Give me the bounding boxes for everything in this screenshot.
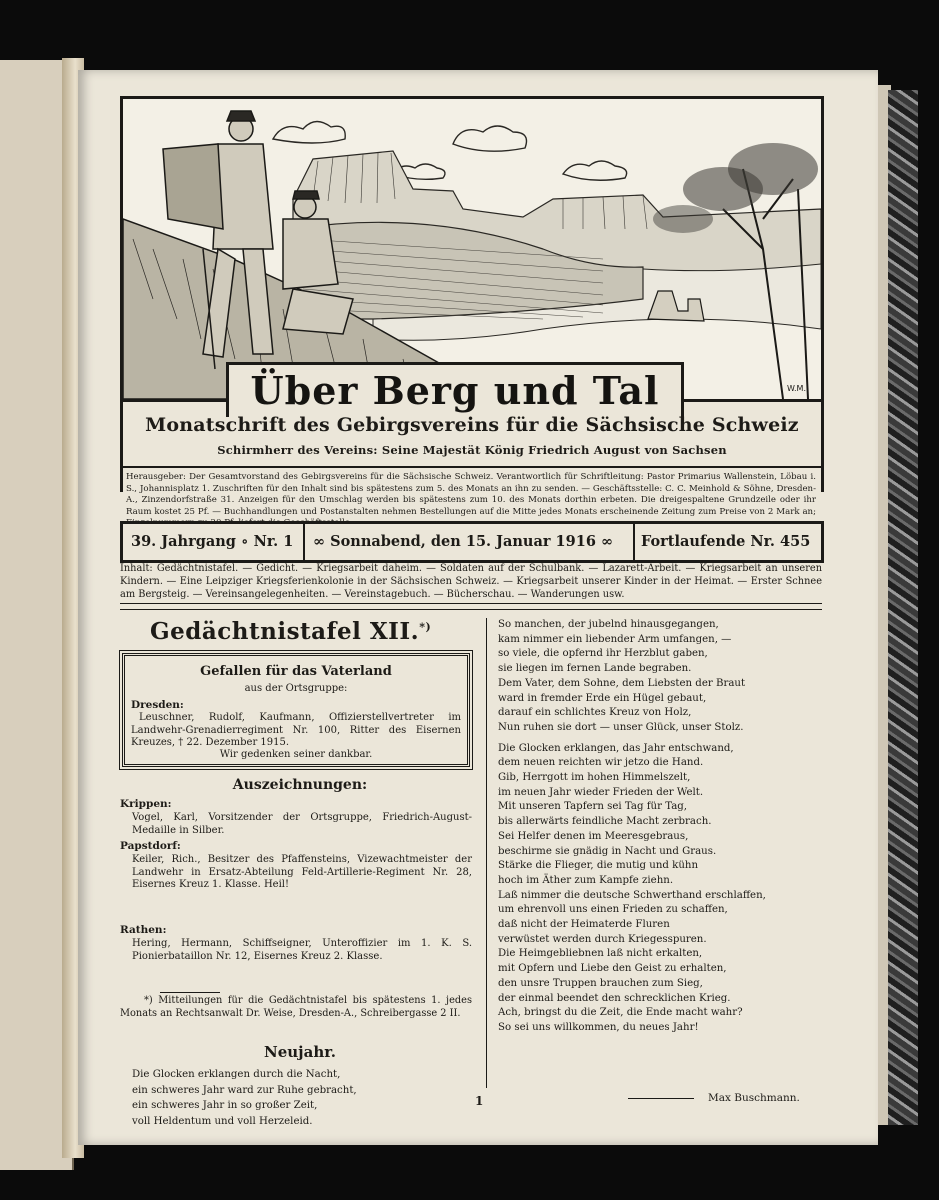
patron-line: Schirmherr des Vereins: Seine Majestät König Friedrich August von Sachsen	[217, 443, 727, 457]
poem-line: im neuen Jahr wieder Frieden der Welt.	[498, 786, 704, 798]
poem-line: mit Opfern und Liebe den Geist zu erhalten,	[498, 963, 727, 975]
poem-line: Gib, Herrgott im hohen Himmelszelt,	[498, 772, 691, 784]
poem-stanza	[498, 618, 823, 736]
marbled-cover-edge	[888, 90, 918, 1125]
awards-heading: Auszeichnungen:	[232, 777, 368, 793]
poem-line: voll Heldentum und voll Herzeleid.	[132, 1115, 313, 1127]
magazine-subtitle: Monatschrift des Gebirgsvereins für die Sächsische Schweiz	[145, 414, 799, 436]
memorial-title: Gedächtnistafel XII.*)	[150, 618, 432, 645]
poem-line: Sei Helfer denen im Meeresgebraus,	[498, 830, 689, 842]
poem-line: um ehrenvoll uns einen Frieden zu schaffen,	[498, 904, 728, 916]
poem-line: Mit unseren Tapfern sei Tag für Tag,	[498, 801, 688, 813]
poem-line: sie liegen im fernen Lande begraben.	[498, 663, 692, 675]
fallen-closing: Wir gedenken seiner dankbar.	[219, 749, 373, 760]
poem-line: Nun ruhen sie dort — unser Glück, unser Stolz.	[498, 721, 744, 733]
fallen-subheading: aus der Ortsgruppe:	[244, 683, 348, 694]
award-text: Keiler, Rich., Besitzer des Pfaffensteins, Vizewachtmeister der Landwehr in Ersatz-Abteilung Feld-Artillerie-Regiment Nr. 28, Eisernes Kreuz 1. Klasse. Heil!	[132, 854, 472, 891]
fallen-box	[122, 653, 470, 767]
issue-date: ∞ Sonnabend, den 15. Januar 1916 ∞	[313, 533, 614, 550]
poem-line: Stärke die Flieger, die mutig und kühn	[498, 860, 699, 872]
poem-line: So manchen, der jubelnd hinausgegangen,	[498, 619, 719, 630]
poem-line: darauf ein schlichtes Kreuz von Holz,	[498, 707, 692, 719]
poem-line: ein schweres Jahr in so großer Zeit,	[132, 1100, 318, 1111]
footnote-rule	[160, 992, 220, 993]
poem-continuation	[498, 618, 823, 1036]
poem-line: Dem Vater, dem Sohne, dem Liebsten der Braut	[498, 677, 746, 689]
poem-line: Die Glocken erklangen, das Jahr entschwand,	[498, 742, 734, 754]
award-place: Rathen:	[120, 924, 167, 936]
poem-stanza	[498, 742, 823, 1036]
header-illustration	[120, 96, 824, 402]
new-year-title: Neujahr.	[264, 1043, 336, 1061]
masthead-rule	[123, 466, 821, 468]
award-text: Hering, Hermann, Schiffseigner, Unteroffizier im 1. K. S. Pionierbataillon Nr. 12, Eisernes Kreuz 2. Klasse.	[132, 938, 472, 962]
poem-line: bis allerwärts feindliche Macht zerbrach.	[498, 816, 712, 828]
landscape-drawing	[123, 99, 821, 399]
page-number: 1	[475, 1094, 484, 1108]
masthead	[120, 396, 824, 517]
fallen-heading: Gefallen für das Vaterland	[200, 664, 392, 679]
issue-volume: 39. Jahrgang ∘ Nr. 1	[131, 533, 294, 550]
poem-end-rule	[628, 1098, 694, 1099]
award-text: Vogel, Karl, Vorsitzender der Ortsgruppe, Friedrich-August-Medaille in Silber.	[132, 812, 472, 836]
magazine-title: Über Berg und Tal	[250, 368, 660, 413]
poem-line: dem neuen reichten wir jetzo die Hand.	[498, 757, 704, 769]
magazine-page	[78, 70, 878, 1145]
poem-line: Ach, bringst du die Zeit, die Ende macht wahr?	[498, 1007, 743, 1019]
poem-line: der einmal beendet den schrecklichen Krieg.	[498, 992, 731, 1004]
fallen-place: Dresden:	[131, 699, 184, 711]
poem-line: ward in fremder Erde ein Hügel gebaut,	[498, 692, 707, 704]
poem-line: beschirme sie gnädig in Nacht und Graus.	[498, 845, 717, 857]
award-place: Papstdorf:	[120, 840, 181, 852]
table-of-contents: Inhalt: Gedächtnistafel. — Gedicht. — Kriegsarbeit daheim. — Soldaten auf der Schulbank. — Lazarett-Arbeit. — Kriegsarbeit an unseren Kindern. — Eine Leipziger Kriegsferienkolonie in der Sächsischen Schweiz. — Kriegsarbeit unserer Kinder in der Heimat. — Erster Schnee am Bergsteig. — Vereinsangelegenheiten. — Vereinstagebuch. — Bücherschau. — Wanderungen usw.	[120, 563, 822, 600]
fallen-text: Leuschner, Rudolf, Kaufmann, Offizierstellvertreter im Landwehr-Grenadierregiment Nr. 100, Ritter des Eisernen Kreuzes, † 22. Dezember 1915.	[131, 712, 461, 748]
poem-line: Die Heimgebliebnen laß nicht erkalten,	[498, 948, 703, 960]
poem-line: so viele, die opfernd ihr Herzblut gaben,	[498, 648, 708, 660]
column-divider	[486, 618, 487, 1088]
award-place: Krippen:	[120, 798, 172, 810]
poem-line: So sei uns willkommen, du neues Jahr!	[498, 1021, 699, 1033]
poem-author: Max Buschmann.	[708, 1092, 800, 1104]
poem-line: Laß nimmer die deutsche Schwerthand erschlaffen,	[498, 889, 766, 901]
contents-rule	[120, 603, 822, 610]
issue-divider	[303, 524, 305, 560]
new-year-poem	[132, 1067, 472, 1129]
poem-line: hoch im Äther zum Kampfe ziehn.	[498, 874, 674, 886]
poem-line: verwüstet werden durch Kriegesspuren.	[498, 933, 707, 945]
issue-serial: Fortlaufende Nr. 455	[641, 533, 811, 550]
poem-line: ein schweres Jahr ward zur Ruhe gebracht,	[132, 1084, 357, 1096]
poem-line: den unsre Truppen brauchen zum Sieg,	[498, 977, 703, 989]
poem-line: Die Glocken erklangen durch die Nacht,	[132, 1069, 341, 1080]
issue-divider	[633, 524, 635, 560]
poem-line: kam nimmer ein liebender Arm umfangen, —	[498, 633, 732, 645]
footnote: *) Mitteilungen für die Gedächtnistafel bis spätestens 1. jedes Monats an Rechtsanwalt Dr. Weise, Dresden-A., Schreibergasse 2 II.	[120, 995, 472, 1019]
poem-line: daß nicht der Heimaterde Fluren	[498, 919, 670, 931]
issue-bar	[120, 521, 824, 563]
right-column	[498, 618, 823, 1104]
illustration-monogram: W.M.	[787, 384, 806, 393]
publisher-info: Herausgeber: Der Gesamtvorstand des Gebirgsvereins für die Sächsische Schweiz. Verantwortlich für Schriftleitung: Pastor Primarius Wallenstein, Löbau i. S., Johannisplatz 1. Zuschriften für den Inhalt sind bis spätestens zum 5. des Monats an ihn zu senden. — Geschäftsstelle: C. C. Meinhold & Söhne, Dresden-A., Zinzendorfstraße 31. Anzeigen für den Umschlag werden bis spätestens zum 10. des Monats dorthin erbeten. Die dreigespaltene Grundzeile oder ihr Raum kostet 25 Pf. — Buchhandlungen und Postanstalten nehmen Bestellungen auf die Mitte jedes Monats erscheinende Zeitung zum Preise von 2 Mark an;	[126, 472, 816, 517]
